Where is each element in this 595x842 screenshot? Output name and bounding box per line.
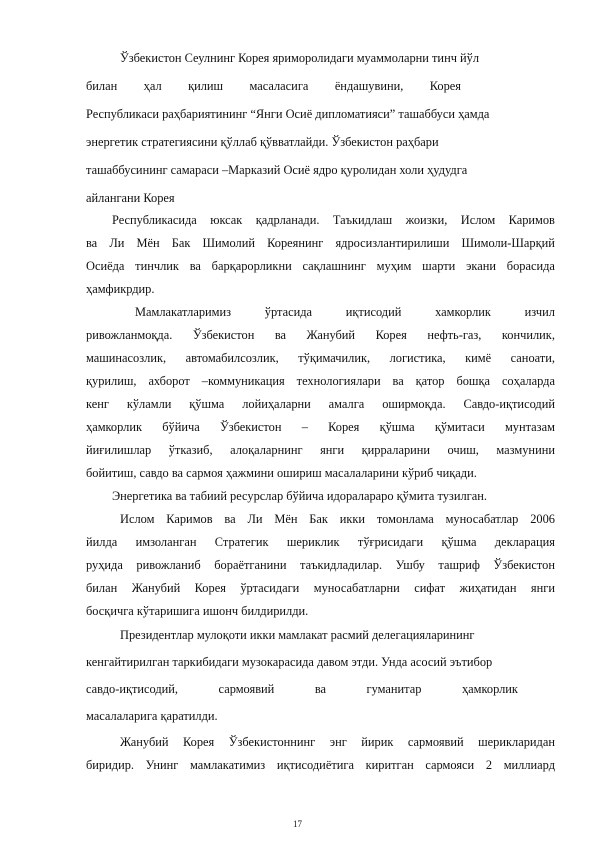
word: сармояси [425,758,475,772]
word: муносабатлар [445,512,519,526]
word: ҳал [143,79,162,93]
word: жиҳатидан [459,581,517,595]
text-line: Энергетика ва табиий ресурслар бўйича идоралараро қўмита тузилган. [112,489,487,503]
word: – [301,420,308,434]
word: логистика, [389,351,446,365]
text-line [86,258,555,274]
word: Таъкидлаш [332,213,393,227]
word: Унинг [145,758,179,772]
word: Ўзбекистон [219,420,282,434]
word: масаласига [249,79,309,93]
word: Мамлакатларимиз [135,305,232,319]
word: гуманитар [366,682,422,696]
word: кончилик, [501,328,555,342]
word: янги [320,443,345,457]
text-line: энергетик стратегиясини қўллаб қўвватлайди. Ўзбекистон раҳбари [86,135,439,149]
word: иқтисодиётига [276,758,354,772]
word: ҳамкорлик [461,682,518,696]
word: сармоявий [218,682,275,696]
word: Жанубий [131,581,181,595]
word: йилда [86,535,118,549]
word: Ўзбекистон [192,328,255,342]
word: Жанубий [120,735,169,749]
word: ва [274,328,287,342]
word: 2006 [530,512,555,526]
word: муҳим [376,259,412,273]
word: кенг [86,397,109,411]
word: амалга [328,397,365,411]
word: қўмитаси [434,420,485,434]
word: ўртасидаги [240,581,300,595]
word: ва [189,259,201,273]
text-line [86,534,555,550]
word: Шимолий [202,236,255,250]
word: шерикларидан [478,735,555,749]
page-number: 17 [293,819,302,829]
word: қатор [415,374,445,388]
word: ривожланиб [136,558,201,572]
word: Корея [429,79,461,93]
word: ядросизлантирилиши [335,236,450,250]
word: Кореянинг [267,236,324,250]
word: ҳамкорлик [86,420,142,434]
word: оширмоқда. [382,397,446,411]
word: ташриф [438,558,480,572]
word: қўшма [441,535,477,549]
word: Осиёда [86,259,125,273]
word: Бак [171,236,191,250]
text-line [86,78,461,94]
word: биридир. [86,758,134,772]
text-line [86,327,555,343]
text-line: Республикаси раҳбариятининг “Янги Осиё дипломатияси” ташаббуси ҳамда [86,107,490,121]
word: Шимоли-Шарқий [461,236,555,250]
word: қўшма [379,420,415,434]
word: Ўзбекистон [493,558,555,572]
word: билан [86,79,118,93]
word: Ўзбекистоннинг [228,735,316,749]
text-line [86,757,555,773]
text-line: Президентлар мулоқоти икки мамлакат расмий делегацияларининг [120,628,475,642]
word: шериклик [286,535,340,549]
text-line: босқичга кўтаришига ишонч билдирилди. [86,604,309,618]
word: икки [339,512,366,526]
word: ва [392,374,404,388]
word: қўшма [189,397,225,411]
word: Каримов [166,512,213,526]
word: хамкорлик [435,305,491,319]
word: Ислом [460,213,496,227]
word: имзоланган [135,535,197,549]
word: –коммуникация [201,374,285,388]
word: Стратегик [214,535,269,549]
word: ёндашувини, [334,79,404,93]
text-line: ташаббусининг самараси –Марказий Осиё ядро қуролидан холи ҳудудга [86,163,468,177]
word: барқарорликни [211,259,292,273]
word: тўғрисидаги [357,535,424,549]
word: сармоявий [407,735,464,749]
word: Корея [194,581,226,595]
word: машинасозлик, [86,351,167,365]
word: Ушбу [395,558,425,572]
word: киритган [365,758,414,772]
word: савдо-иқтисодий, [86,682,179,696]
word: Корея [375,328,407,342]
word: қирраларини [361,443,431,457]
word: Мён [274,512,298,526]
word: таъкидладилар. [300,558,383,572]
word: жоизки, [405,213,448,227]
word: руҳида [86,558,123,572]
word: кўламли [126,397,172,411]
word: ва [86,236,98,250]
text-line: Ўзбекистон Сеулнинг Корея яриморолидаги муаммоларни тинч йўл [120,51,480,65]
word: ахборот [148,374,190,388]
word: ўртасида [264,305,313,319]
word: Ислом [120,512,155,526]
text-line [86,681,518,697]
word: юксак [210,213,243,227]
word: очиш, [447,443,479,457]
word: иқтисодий [345,305,402,319]
word: мазмунини [496,443,555,457]
word: бораётганини [214,558,287,572]
word: сифат [414,581,445,595]
word: тинчлик [135,259,179,273]
word: Республикасида [112,213,197,227]
word: Ли [247,512,263,526]
text-line [86,396,555,412]
word: 2 [485,758,493,772]
word: бошқа [456,374,490,388]
word: алоқаларнинг [230,443,303,457]
word: ўтказиб, [168,443,213,457]
word: мунтазам [504,420,555,434]
word: Жанубий [306,328,356,342]
word: сақлашнинг [302,259,366,273]
word: Ли [109,236,125,250]
text-line: ҳамфикрдир. [86,282,155,296]
text-line [112,212,555,228]
text-line: масалаларига қаратилди. [86,709,218,723]
word: Корея [183,735,215,749]
text-line [86,580,555,596]
word: Савдо-иқтисодий [463,397,555,411]
word: изчил [524,305,555,319]
text-line [120,734,555,750]
word: муносабатларни [313,581,400,595]
word: технологиялари [296,374,381,388]
word: ва [224,512,236,526]
word: нефть-газ, [427,328,482,342]
text-line [135,304,555,320]
text-line [86,419,555,435]
word: Каримов [508,213,555,227]
word: ривожланмоқда. [86,328,173,342]
word: қадрланади. [255,213,320,227]
word: соҳаларда [501,374,555,388]
word: саноати, [510,351,555,365]
word: йиғилишлар [86,443,152,457]
text-line: бойитиш, савдо ва сармоя ҳажмини ошириш масалаларини кўриб чиқади. [86,466,477,480]
word: шарти [422,259,456,273]
word: кимё [465,351,492,365]
word: Бак [309,512,328,526]
word: янги [530,581,555,595]
word: Мён [136,236,160,250]
word: йирик [361,735,394,749]
word: томонлама [376,512,434,526]
text-line [86,373,555,389]
word: борасида [506,259,555,273]
text-line [86,442,555,458]
word: бўйича [162,420,200,434]
word: экани [466,259,496,273]
word: декларация [494,535,555,549]
text-line: кенгайтирилган таркибидаги музокарасида давом этди. Унда асосий эътибор [86,655,493,669]
word: Корея [328,420,360,434]
text-line: айлангани Корея [86,191,175,205]
word: энг [329,735,347,749]
word: миллиард [503,758,555,772]
text-line [86,350,555,366]
word: ва [314,682,327,696]
word: қурилиш, [86,374,137,388]
word: тўқимачилик, [298,351,371,365]
word: билан [86,581,118,595]
word: қилиш [188,79,224,93]
word: мамлакатимиз [189,758,266,772]
text-line [86,557,555,573]
word: лойиҳаларни [242,397,311,411]
text-line [120,511,555,527]
text-line [86,235,555,251]
word: автомабилсозлик, [185,351,279,365]
